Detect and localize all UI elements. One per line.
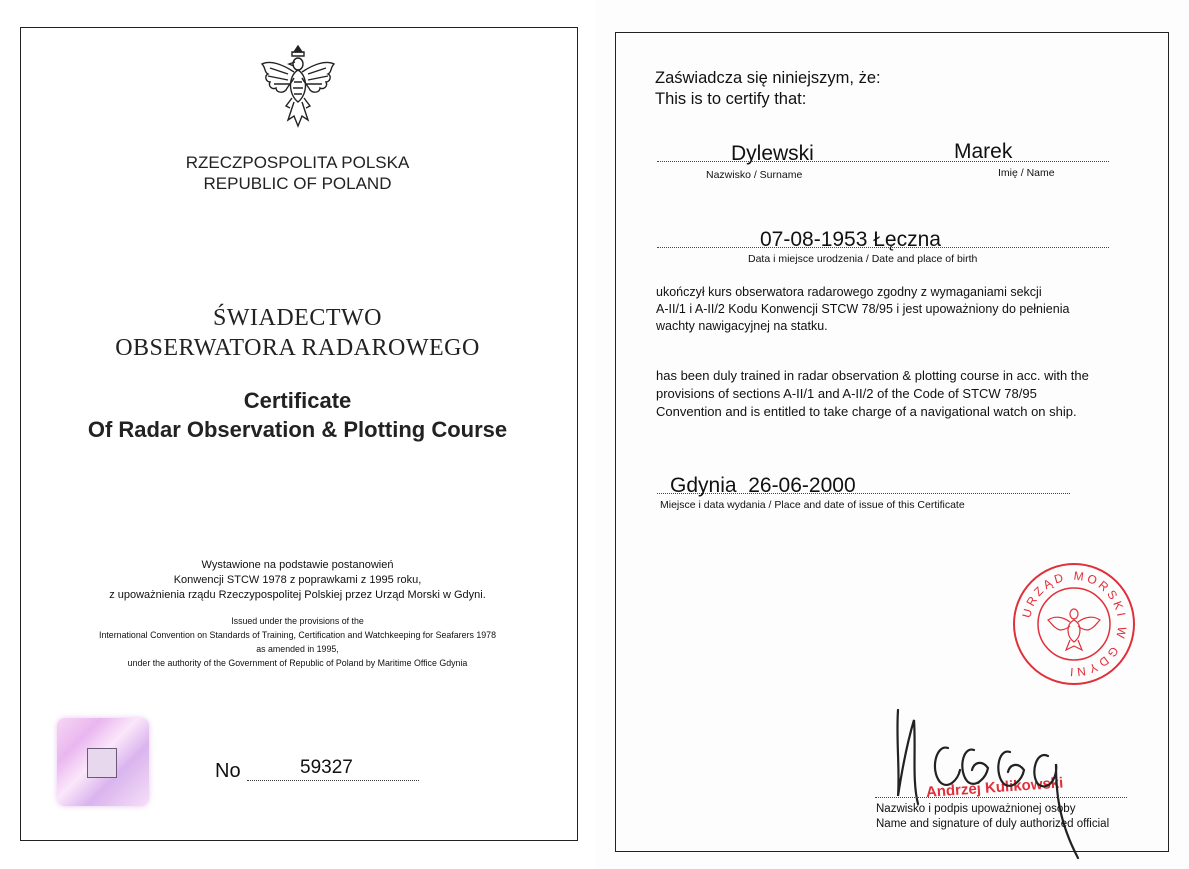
- title-pl-line1: ŚWIADECTWO: [213, 305, 382, 331]
- polish-eagle-emblem: [258, 42, 338, 128]
- issued-en-line: International Convention on Standards of Training, Certification and Watchkeeping for Seafarers 1978: [98, 630, 496, 641]
- certify-en: This is to certify that:: [655, 90, 807, 108]
- maritime-office-stamp: [1012, 562, 1136, 686]
- title-en-line2: Of Radar Observation & Plotting Course: [87, 417, 508, 442]
- issued-statement-pl: [0, 558, 595, 603]
- signer-name-stamp: Andrzej Kulikowski: [925, 774, 1064, 802]
- name-value: Marek: [954, 140, 1013, 163]
- surname-label: Nazwisko / Surname: [706, 169, 803, 181]
- certify-pl: Zaświadcza się niniejszym, że:: [655, 69, 881, 87]
- surname-value: Dylewski: [731, 142, 814, 165]
- para-pl-line: ukończył kurs obserwatora radarowego zgodny z wymaganiami sekcji: [656, 285, 1042, 299]
- issued-en-line: as amended in 1995,: [256, 644, 339, 655]
- issued-pl-line: Wystawione na podstawie postanowień: [201, 559, 394, 571]
- para-en-line: has been duly trained in radar observation & plotting course in acc. with the: [656, 368, 1089, 383]
- birth-label: Data i miejsce urodzenia / Date and place of birth: [748, 253, 978, 265]
- stamp-text: URZĄD MORSKI W GDYNI: [1019, 568, 1130, 680]
- republic-en: REPUBLIC OF POLAND: [203, 174, 392, 193]
- title-en-line1: Certificate: [243, 388, 352, 413]
- official-signature: [878, 700, 1098, 860]
- issued-en-line: under the authority of the Government of Republic of Poland by Maritime Office Gdynia: [127, 658, 468, 669]
- signature-label-pl: Nazwisko i podpis upoważnionej osoby: [876, 803, 1076, 815]
- republic-pl: RZECZPOSPOLITA POLSKA: [185, 153, 410, 172]
- course-paragraph-pl: [656, 284, 1069, 335]
- signature-dotted-line: [875, 796, 1127, 798]
- para-en-line: Convention and is entitled to take charge of a navigational watch on ship.: [656, 404, 1077, 419]
- birth-value: 07-08-1953 Łęczna: [760, 228, 941, 251]
- name-dotted-line: [657, 160, 1109, 162]
- para-pl-line: A-II/1 i A-II/2 Kodu Konwencji STCW 78/95 i jest upoważniony do pełnienia: [656, 302, 1070, 316]
- issued-en-line: Issued under the provisions of the: [231, 616, 364, 627]
- number-label: No: [215, 760, 241, 782]
- issue-label: Miejsce i data wydania / Place and date of issue of this Certificate: [660, 499, 965, 511]
- title-pl-line2: OBSERWATORA RADAROWEGO: [115, 335, 480, 361]
- issue-place-date: Gdynia 26-06-2000: [670, 474, 856, 497]
- hologram-emblem-icon: [87, 748, 117, 778]
- issued-pl-line: z upoważnienia rządu Rzeczypospolitej Polskiej przez Urząd Morski w Gdyni.: [109, 589, 486, 601]
- name-label: Imię / Name: [998, 167, 1055, 179]
- certificate-number: 59327: [300, 757, 353, 778]
- certify-heading: [655, 68, 881, 110]
- title-polish: [0, 303, 595, 363]
- svg-text:URZĄD MORSKI W GDYNI: [1019, 569, 1129, 680]
- issued-statement-en: [21, 615, 574, 671]
- para-pl-line: wachty nawigacyjnej na statku.: [656, 319, 828, 333]
- hologram-seal: [57, 718, 149, 806]
- para-en-line: provisions of sections A-II/1 and A-II/2 of the Code of STCW 78/95: [656, 386, 1037, 401]
- title-english: [0, 386, 595, 444]
- signature-label-en: Name and signature of duly authorized official: [876, 818, 1110, 830]
- issued-pl-line: Konwencji STCW 1978 z poprawkami z 1995 roku,: [173, 574, 422, 586]
- republic-heading: [0, 152, 595, 194]
- course-paragraph-en: [656, 367, 1089, 421]
- signature-label: [876, 802, 1109, 832]
